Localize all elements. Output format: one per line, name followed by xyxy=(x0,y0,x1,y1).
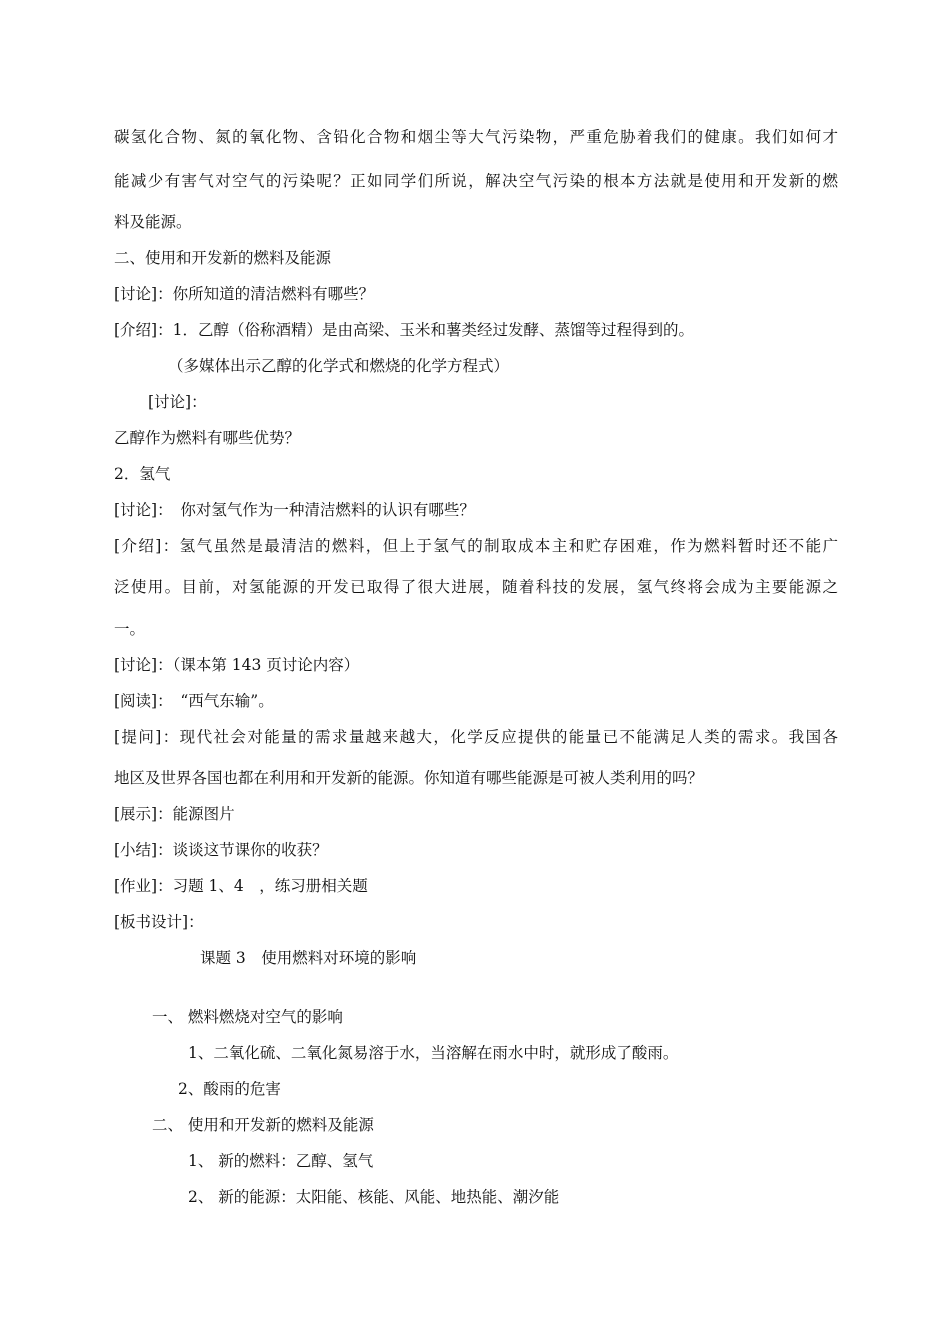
paragraph-line: 地区及世界各国也都在利用和开发新的能源。你知道有哪些能源是可被人类利用的吗？ xyxy=(114,769,704,787)
reading-line: [阅读]： “西气东输”。 xyxy=(114,692,274,710)
question-line: 乙醇作为燃料有哪些优势？ xyxy=(114,429,301,447)
discussion-line: [讨论]： 你对氢气作为一种清洁燃料的认识有哪些？ xyxy=(114,501,475,519)
multimedia-note: （多媒体出示乙醇的化学式和燃烧的化学方程式） xyxy=(168,357,510,375)
outline-item: 一、 燃料燃烧对空气的影响 xyxy=(152,1008,343,1026)
paragraph-line: 能减少有害气对空气的污染呢？正如同学们所说，解决空气污染的根本方法就是使用和开发新的燃 xyxy=(114,172,838,190)
introduction-line: [介绍]：1．乙醇（俗称酒精）是由高梁、玉米和薯类经过发酵、蒸馏等过程得到的。 xyxy=(114,321,694,339)
summary-line: [小结]：谈谈这节课你的收获？ xyxy=(114,841,328,859)
question-line: [提问]：现代社会对能量的需求量越来越大，化学反应提供的能量已不能满足人类的需求。我国各 xyxy=(114,728,838,746)
section-heading: 二、使用和开发新的燃料及能源 xyxy=(114,249,332,267)
display-line: [展示]：能源图片 xyxy=(114,805,235,823)
outline-subitem: 2、 新的能源：太阳能、核能、风能、地热能、潮汐能 xyxy=(188,1188,560,1206)
paragraph-line: 碳氢化合物、氮的氧化物、含铅化合物和烟尘等大气污染物，严重危胁着我们的健康。我们如何才 xyxy=(114,128,838,146)
outline-subitem: 1、二氧化硫、二氧化氮易溶于水，当溶解在雨水中时，就形成了酸雨。 xyxy=(188,1044,679,1062)
discussion-line: [讨论]：你所知道的清洁燃料有哪些？ xyxy=(114,285,375,303)
outline-subitem: 1、 新的燃料：乙醇、氢气 xyxy=(188,1152,374,1170)
homework-line: [作业]：习题 1、4 ，练习册相关题 xyxy=(114,877,368,895)
discussion-label: [讨论]： xyxy=(148,393,207,411)
paragraph-line: 料及能源。 xyxy=(114,213,192,231)
outline-item: 二、 使用和开发新的燃料及能源 xyxy=(152,1116,374,1134)
paragraph-line: 泛使用。目前，对氢能源的开发已取得了很大进展，随着科技的发展，氢气终将会成为主要能源之 xyxy=(114,578,838,596)
paragraph-line: 一。 xyxy=(114,620,146,638)
introduction-line: [介绍]：氢气虽然是最清洁的燃料，但上于氢气的制取成本主和贮存困难，作为燃料暂时还不能广 xyxy=(114,537,838,555)
board-design-label: [板书设计]： xyxy=(114,913,204,931)
outline-subitem: 2、酸雨的危害 xyxy=(178,1080,281,1098)
discussion-line: [讨论]：（课本第 143 页讨论内容） xyxy=(114,656,360,674)
board-title: 课题 3 使用燃料对环境的影响 xyxy=(200,949,417,967)
subsection-heading: 2．氢气 xyxy=(114,465,171,483)
